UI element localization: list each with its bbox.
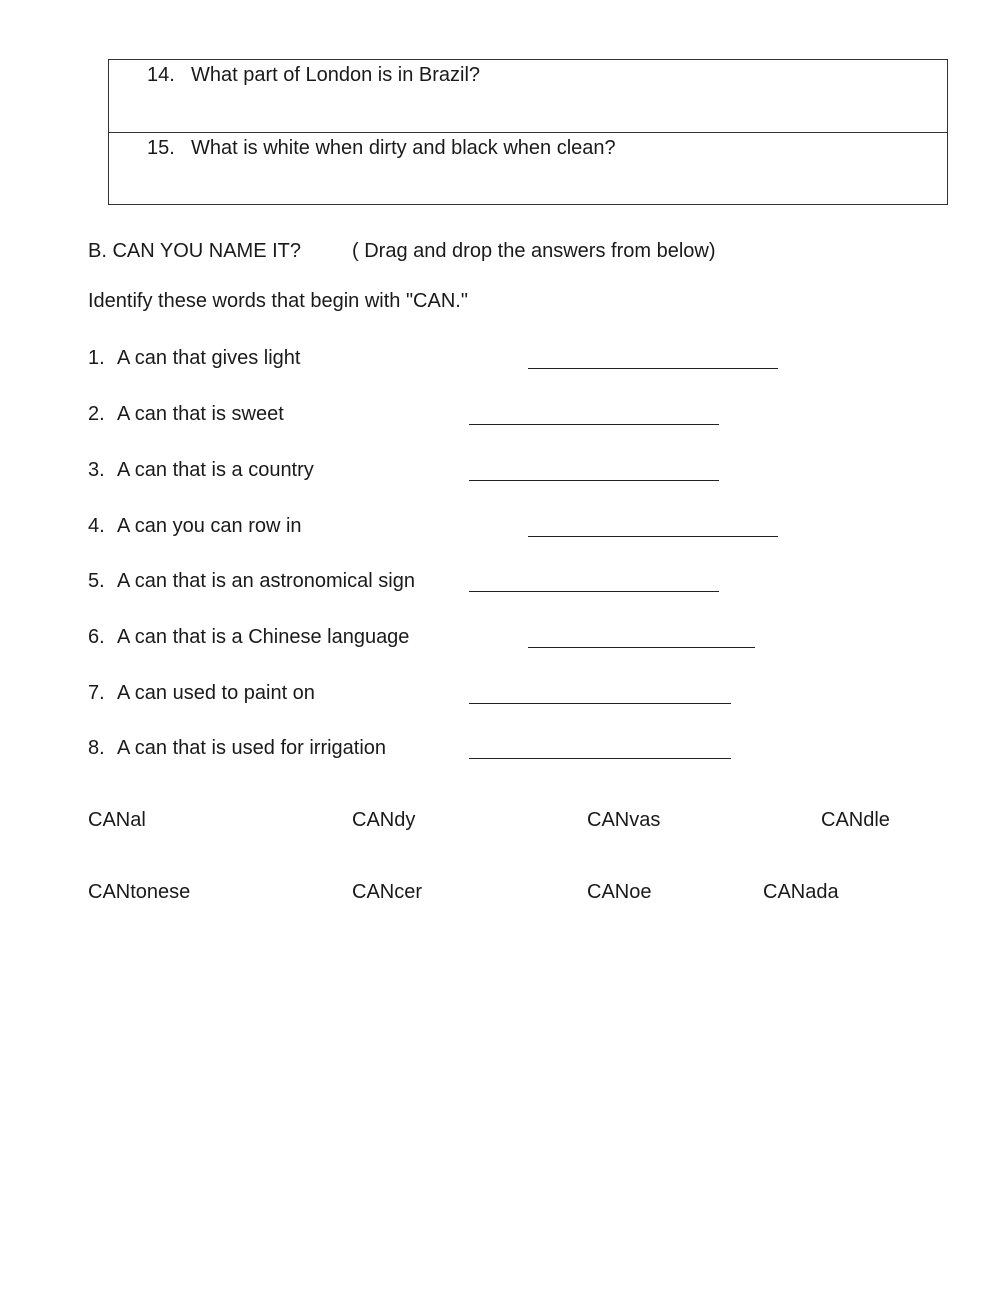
- answer-drop-zone[interactable]: [528, 536, 778, 537]
- item-number: 1.: [88, 347, 105, 369]
- word-bank-item[interactable]: CANada: [763, 881, 839, 903]
- item-number: 6.: [88, 626, 105, 648]
- word-bank-item[interactable]: CANcer: [352, 881, 423, 903]
- answer-drop-zone[interactable]: [469, 424, 719, 425]
- answer-drop-zone[interactable]: [469, 703, 731, 704]
- answer-drop-zone[interactable]: [469, 758, 731, 759]
- question-table: [108, 59, 948, 205]
- item-text: A can that is sweet: [117, 403, 284, 425]
- answer-drop-zone[interactable]: [528, 647, 755, 648]
- item-text: A can that gives light: [117, 347, 301, 369]
- item-text: A can that is used for irrigation: [117, 737, 387, 759]
- word-bank-item[interactable]: CANdy: [352, 809, 416, 831]
- question-number: 14.: [147, 64, 175, 86]
- word-bank-item[interactable]: CANdle: [821, 809, 890, 831]
- item-number: 8.: [88, 737, 105, 759]
- question-number: 15.: [147, 137, 175, 159]
- item-number: 3.: [88, 459, 105, 481]
- item-number: 4.: [88, 515, 105, 537]
- question-text: What is white when dirty and black when clean?: [191, 137, 616, 159]
- item-text: A can that is a country: [117, 459, 314, 481]
- section-instruction: ( Drag and drop the answers from below): [352, 240, 716, 262]
- answer-drop-zone[interactable]: [528, 368, 778, 369]
- section-heading: B. CAN YOU NAME IT?: [88, 240, 302, 262]
- word-bank-item[interactable]: CANtonese: [88, 881, 191, 903]
- item-text: A can you can row in: [117, 515, 302, 537]
- answer-drop-zone[interactable]: [469, 591, 719, 592]
- question-text: What part of London is in Brazil?: [191, 64, 481, 86]
- item-number: 2.: [88, 403, 105, 425]
- word-bank-item[interactable]: CANal: [88, 809, 146, 831]
- item-text: A can that is a Chinese language: [117, 626, 410, 648]
- word-bank-item[interactable]: CANoe: [587, 881, 652, 903]
- word-bank-item[interactable]: CANvas: [587, 809, 661, 831]
- table-row: [109, 60, 947, 132]
- item-text: A can used to paint on: [117, 682, 315, 704]
- item-text: A can that is an astronomical sign: [117, 570, 415, 592]
- section-subtitle: Identify these words that begin with "CAN.": [88, 290, 468, 312]
- table-row: [109, 132, 947, 204]
- item-number: 7.: [88, 682, 105, 704]
- item-number: 5.: [88, 570, 105, 592]
- answer-drop-zone[interactable]: [469, 480, 719, 481]
